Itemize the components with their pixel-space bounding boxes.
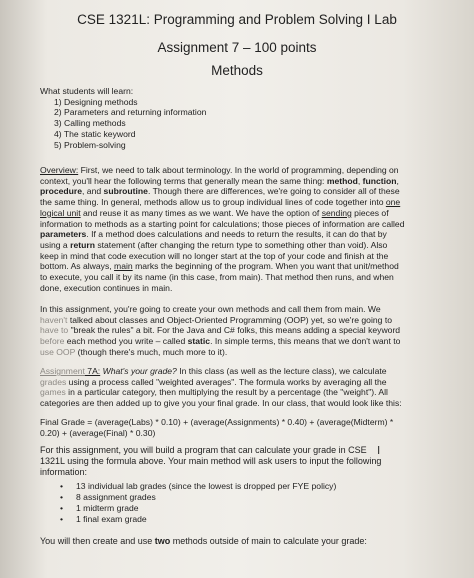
overview-line: Overview: First, we need to talk about terminology. In the world of programming, depending on — [40, 165, 399, 175]
task-question: What's your grade? — [100, 366, 177, 376]
text-cursor-icon: I — [377, 444, 381, 457]
overview-line: parameters. If a method does calculations and needs to return the results, it can do that by — [40, 229, 387, 240]
objective-item: 5) Problem-solving — [54, 139, 126, 150]
overview-line: to execute, you call it by its name (in this case, from main). That method then runs, and when — [40, 272, 394, 283]
overview-paragraph — [40, 165, 435, 293]
learning-objectives — [40, 86, 435, 150]
overview-line: the same thing. In general, methods allow us to group individual lines of code together into one — [40, 197, 401, 208]
overview-line: using a return statement (after changing the return type to something other than void). Also — [40, 239, 388, 250]
objective-item: 4) The static keyword — [54, 128, 136, 139]
formula-line: 0.20) + (average(Final) * 0.30) — [40, 427, 156, 438]
overview-line: bottom. As always, main marks the beginning of the program. When you want that unit/method — [40, 261, 399, 272]
description-line: 1321L using the formula above. Your main method will ask users to input the following — [40, 456, 382, 466]
objective-item: 3) Calling methods — [54, 118, 126, 129]
description-line: information: — [40, 467, 88, 477]
assignment-label: Assignment — [40, 366, 85, 376]
intro-line: haven't talked about classes and Object-Oriented Programming (OOP) yet, so we're going to — [40, 314, 392, 325]
input-list — [60, 481, 336, 525]
list-item: • 1 midterm grade — [60, 503, 336, 514]
overview-line: done, execution continues in main. — [40, 282, 173, 293]
course-title: CSE 1321L: Programming and Problem Solving I Lab — [77, 12, 397, 27]
intro-line: use OOP (though there's much, much more to it). — [40, 346, 228, 357]
overview-line: information to methods as a starting point for calculations; those pieces of information are called — [40, 218, 405, 229]
methods-instruction: You will then create and use two methods outside of main to calculate your grade: — [40, 536, 367, 546]
overview-line: context, you'll hear the following terms that generally mean the same thing: method, function, — [40, 175, 399, 186]
task-line: grades using a process called "weighted averages". The formula works by averaging all the — [40, 376, 387, 387]
term-two: two — [154, 536, 171, 546]
term-procedure: procedure — [40, 186, 83, 197]
overview-label: Overview: — [40, 165, 79, 175]
assignment-intro-paragraph — [40, 304, 435, 358]
program-description — [40, 445, 435, 478]
intro-line: In this assignment, you're going to create your own methods and call them from main. We — [40, 304, 381, 314]
overview-line: logical unit and reuse it as many times as we want. We have the option of sending pieces of — [40, 207, 389, 218]
list-item: • 13 individual lab grades (since the lowest is dropped per FYE policy) — [60, 481, 336, 492]
grade-formula — [40, 417, 435, 438]
assignment-7a-paragraph — [40, 366, 435, 409]
topic-title: Methods — [211, 63, 263, 78]
task-line: Assignment 7A: What's your grade? In this class (as well as the lecture class), we calculate — [40, 366, 387, 376]
objective-item: 1) Designing methods — [54, 96, 138, 107]
overview-line: keep in mind that code execution will no longer start at the top of your code and finish at the — [40, 250, 389, 261]
formula-line: Final Grade = (average(Labs) * 0.10) + (average(Assignments) * 0.40) + (average(Midterm) * — [40, 417, 394, 427]
description-line: For this assignment, you will build a program that can calculate your grade in CSE — [40, 445, 367, 455]
objectives-heading: What students will learn: — [40, 86, 134, 96]
term-method: method — [326, 175, 358, 186]
objective-item: 2) Parameters and returning information — [54, 107, 207, 118]
intro-line: before each method you write – called static. In simple terms, this means that we don't want to — [40, 336, 401, 347]
term-static: static — [187, 336, 211, 347]
term-return: return — [70, 239, 95, 250]
term-subroutine: subroutine — [103, 186, 148, 197]
task-line: categories are then added up to give you your final grade. In our class, that would look like this: — [40, 398, 402, 409]
assignment-title: Assignment 7 – 100 points — [157, 40, 317, 55]
overview-line: procedure, and subroutine. Though there are differences, we're going to consider all of these — [40, 186, 400, 197]
intro-line: have to "break the rules" a bit. For the Java and C# folks, this means adding a special keyword — [40, 325, 401, 336]
term-parameters: parameters — [40, 229, 87, 240]
term-function: function — [362, 175, 397, 186]
list-item: • 1 final exam grade — [60, 514, 336, 525]
task-line: games in a particular category, then multiplying the result by a percentage (the "weight"). All — [40, 387, 388, 398]
list-item: • 8 assignment grades — [60, 492, 336, 503]
